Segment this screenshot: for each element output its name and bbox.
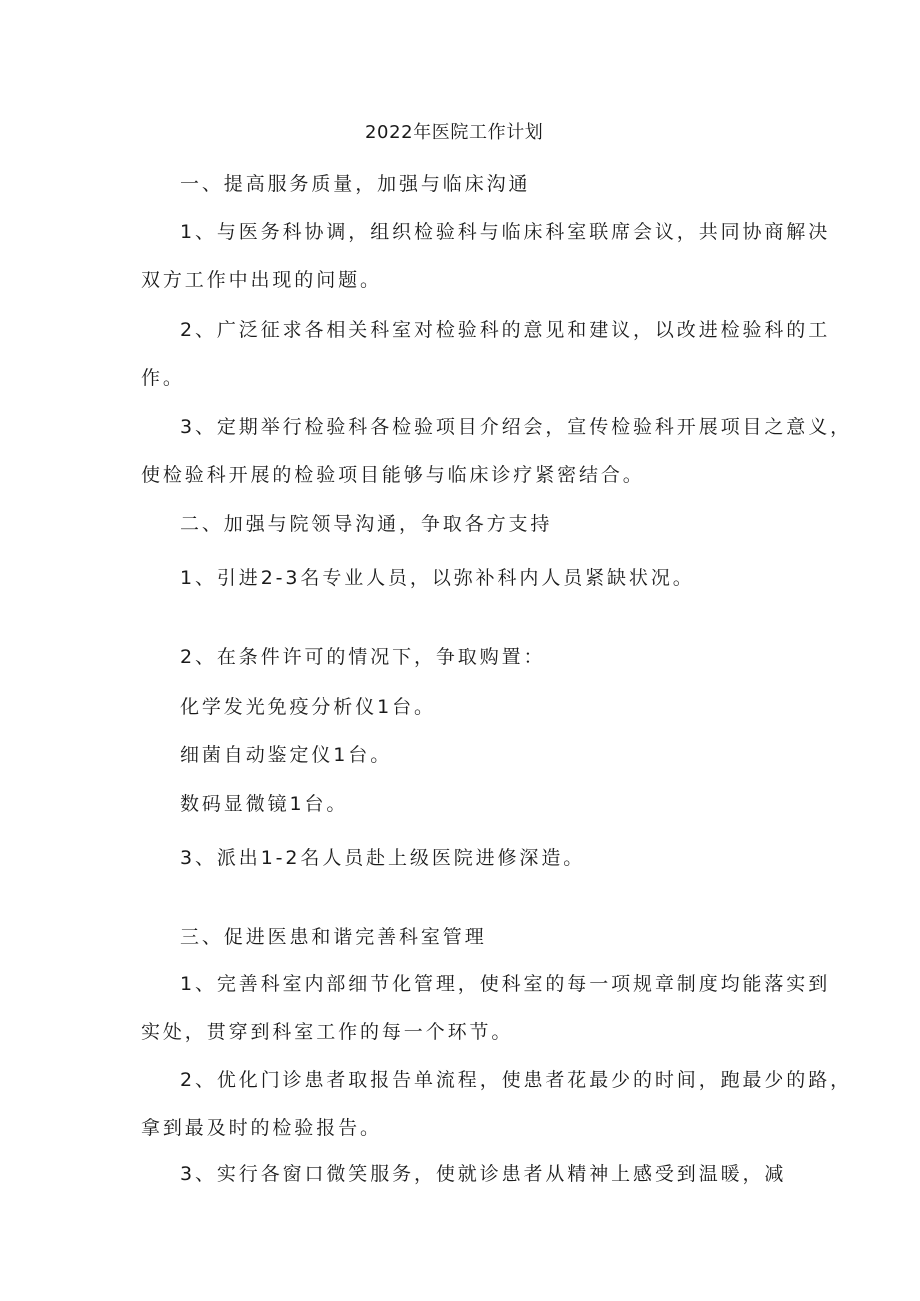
list-item: 数码显微镜1台。 <box>180 793 349 815</box>
paragraph-line: 2、优化门诊患者取报告单流程，使患者花最少的时间，跑最少的路， <box>180 1069 852 1091</box>
list-item: 细菌自动鉴定仪1台。 <box>180 744 393 766</box>
paragraph-line: 2、广泛征求各相关科室对检验科的意见和建议，以改进检验科的工 <box>180 319 831 341</box>
paragraph-line: 2、在条件许可的情况下，争取购置： <box>180 646 546 668</box>
section-heading: 一、提高服务质量，加强与临床沟通 <box>180 173 531 195</box>
paragraph-line: 1、引进2-3名专业人员，以弥补科内人员紧缺状况。 <box>180 567 695 589</box>
paragraph-line: 3、实行各窗口微笑服务，使就诊患者从精神上感受到温暖，减 <box>180 1163 787 1185</box>
paragraph-line: 3、定期举行检验科各检验项目介绍会，宣传检验科开展项目之意义， <box>180 416 852 438</box>
paragraph-line: 3、派出1-2名人员赴上级医院进修深造。 <box>180 847 586 869</box>
paragraph-line: 双方工作中出现的问题。 <box>141 269 382 291</box>
paragraph-line: 1、完善科室内部细节化管理，使科室的每一项规章制度均能落实到 <box>180 973 831 995</box>
paragraph-line: 作。 <box>141 367 185 389</box>
paragraph-line: 使检验科开展的检验项目能够与临床诊疗紧密结合。 <box>141 464 645 486</box>
paragraph-line: 实处，贯穿到科室工作的每一个环节。 <box>141 1021 514 1043</box>
list-item: 化学发光免疫分析仪1台。 <box>180 696 436 718</box>
section-heading: 三、促进医患和谐完善科室管理 <box>180 926 487 948</box>
section-heading: 二、加强与院领导沟通，争取各方支持 <box>180 513 553 535</box>
document-title: 2022年医院工作计划 <box>365 122 544 143</box>
paragraph-line: 1、与医务科协调，组织检验科与临床科室联席会议，共同协商解决 <box>180 221 831 243</box>
paragraph-line: 拿到最及时的检验报告。 <box>141 1117 382 1139</box>
